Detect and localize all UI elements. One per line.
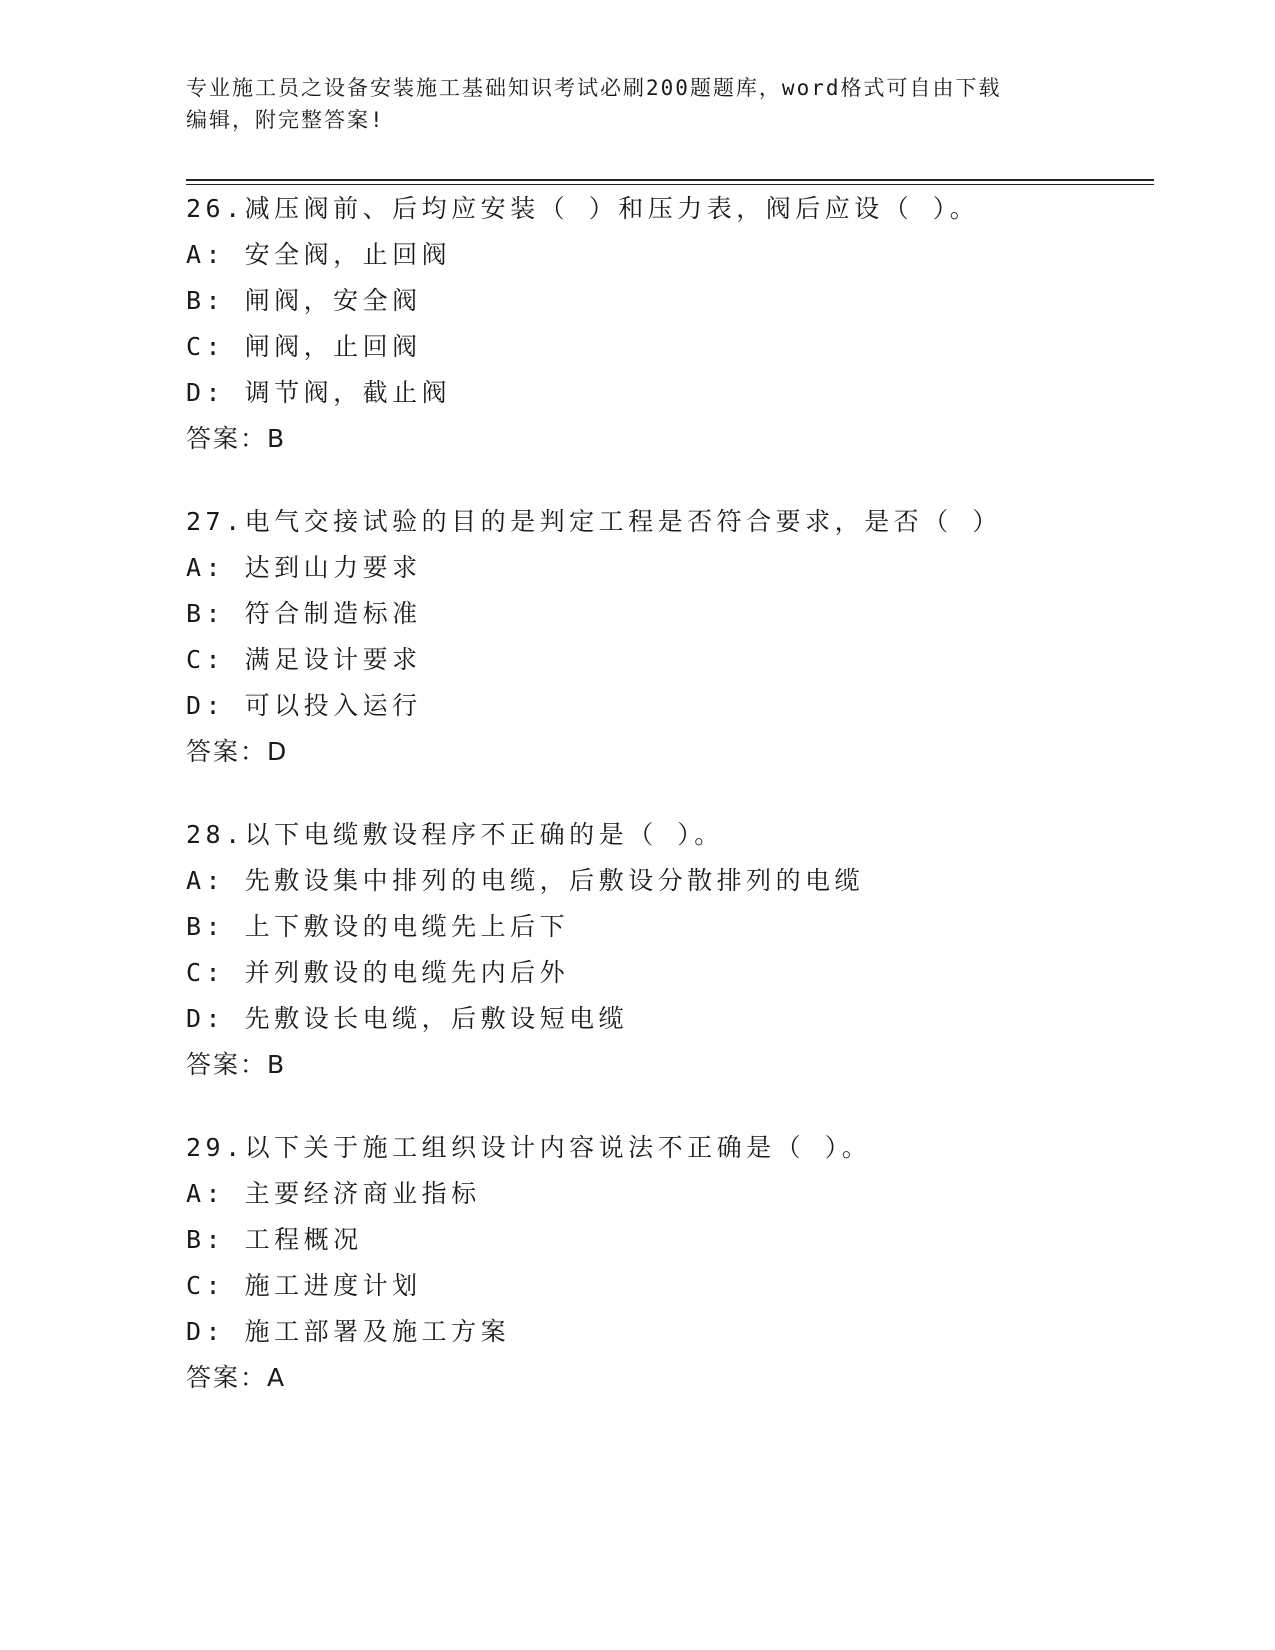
option-a: A: 达到山力要求 bbox=[186, 553, 422, 582]
option-b: B: 闸阀，安全阀 bbox=[186, 286, 422, 315]
option-c: C: 施工进度计划 bbox=[186, 1271, 422, 1300]
answer: 答案：D bbox=[186, 737, 289, 766]
header-divider-thin bbox=[186, 184, 1154, 185]
header-line-2: 编辑，附完整答案! bbox=[186, 108, 385, 132]
option-c: C: 并列敷设的电缆先内后外 bbox=[186, 958, 570, 987]
question-29 bbox=[186, 1125, 1166, 1401]
option-b: B: 上下敷设的电缆先上后下 bbox=[186, 912, 570, 941]
question-26 bbox=[186, 186, 1166, 462]
option-a: A: 主要经济商业指标 bbox=[186, 1179, 481, 1208]
option-b: B: 工程概况 bbox=[186, 1225, 363, 1254]
question-28 bbox=[186, 812, 1166, 1088]
option-a: A: 安全阀，止回阀 bbox=[186, 240, 452, 269]
option-d: D: 先敷设长电缆，后敷设短电缆 bbox=[186, 1004, 629, 1033]
question-stem: 26.减压阀前、后均应安装（ ）和压力表，阀后应设（ ）。 bbox=[186, 194, 980, 223]
option-d: D: 施工部署及施工方案 bbox=[186, 1317, 511, 1346]
question-stem: 29.以下关于施工组织设计内容说法不正确是（ ）。 bbox=[186, 1133, 872, 1162]
question-27 bbox=[186, 499, 1166, 775]
answer: 答案：B bbox=[186, 424, 287, 453]
question-stem: 27.电气交接试验的目的是判定工程是否符合要求，是否（ ） bbox=[186, 507, 1002, 536]
option-c: C: 满足设计要求 bbox=[186, 645, 422, 674]
answer: 答案：A bbox=[186, 1363, 287, 1392]
header-divider-thick bbox=[186, 179, 1154, 181]
option-d: D: 可以投入运行 bbox=[186, 691, 422, 720]
question-stem: 28.以下电缆敷设程序不正确的是（ ）。 bbox=[186, 820, 724, 849]
document-header bbox=[186, 72, 1086, 136]
option-c: C: 闸阀，止回阀 bbox=[186, 332, 422, 361]
option-a: A: 先敷设集中排列的电缆，后敷设分散排列的电缆 bbox=[186, 866, 865, 895]
option-b: B: 符合制造标准 bbox=[186, 599, 422, 628]
header-line-1: 专业施工员之设备安装施工基础知识考试必刷200题题库，word格式可自由下载 bbox=[186, 76, 1002, 100]
answer: 答案：B bbox=[186, 1050, 287, 1079]
option-d: D: 调节阀，截止阀 bbox=[186, 378, 452, 407]
